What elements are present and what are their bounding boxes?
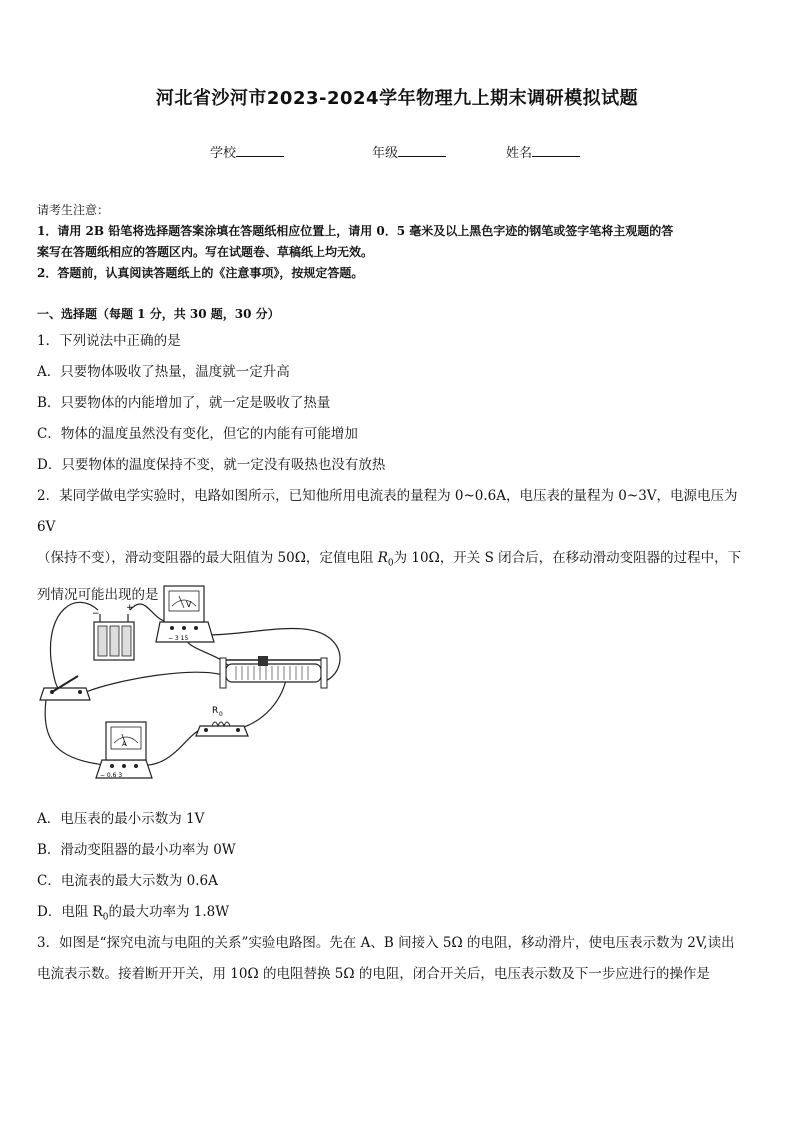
q1-option-d: D．只要物体的温度保持不变，就一定没有吸热也没有放热 <box>37 457 386 473</box>
voltmeter-label: V <box>186 600 192 609</box>
page-title: 河北省沙河市2023-2024学年物理九上期末调研模拟试题 <box>155 88 639 109</box>
question-3-stem <box>37 928 757 990</box>
wire-switch-rheostat <box>86 672 226 692</box>
q1-option-b: B．只要物体的内能增加了，就一定是吸收了热量 <box>37 395 331 411</box>
wire-resistor-rheostat <box>241 680 286 728</box>
ammeter <box>96 722 152 779</box>
q2-option-d-sub: 0 <box>102 912 109 923</box>
voltmeter-terminals: − 3 15 <box>168 635 189 642</box>
q2-stem-line-1: 2．某同学做电学实验时，电路如图所示，已知他所用电流表的量程为 0~0.6A，电压表的量程为 0~3V，电源电压为 6V <box>37 488 738 535</box>
name-field <box>506 142 580 161</box>
wire-battery-switch <box>50 602 98 688</box>
q1-stem: 1．下列说法中正确的是 <box>37 333 181 349</box>
school-field <box>210 142 284 161</box>
grade-blank <box>398 144 446 157</box>
grade-field <box>372 142 446 161</box>
wire-battery-voltmeter <box>130 604 168 622</box>
switch <box>40 676 90 700</box>
name-blank <box>532 144 580 157</box>
q3-stem-line-1: 3．如图是“探究电流与电阻的关系”实验电路图。先在 A、B 间接入 5Ω 的电阻，移动滑片，使电压表示数为 2V,读出 <box>37 935 735 951</box>
q3-stem-line-2: 电流表示数。接着断开开关，用 10Ω 的电阻替换 5Ω 的电阻，闭合开关后，电压表示数及下一步应进行的操作是 <box>37 966 710 982</box>
wire-switch-ammeter <box>45 700 106 765</box>
voltmeter <box>156 586 214 642</box>
ammeter-terminals: − 0.6 3 <box>100 772 123 779</box>
q2-option-b: B．滑动变阻器的最小功率为 0W <box>37 842 236 858</box>
notice-line-1: 1．请用 2B 铅笔将选择题答案涂填在答题纸相应位置上，请用 0．5 毫米及以上黑色字迹的钢笔或签字笔将主观题的答 <box>37 224 674 238</box>
question-2-options <box>37 804 757 934</box>
q2-option-c: C．电流表的最大示数为 0.6A <box>37 873 218 889</box>
q1-option-a: A．只要物体吸收了热量，温度就一定升高 <box>37 364 290 380</box>
q2-r-symbol: R <box>377 550 388 566</box>
q2-option-a: A．电压表的最小示数为 1V <box>37 811 205 827</box>
resistor-label: R <box>212 706 219 716</box>
battery-plus-label: + <box>126 603 134 613</box>
name-label: 姓名 <box>506 146 533 161</box>
ammeter-label: A <box>122 740 127 748</box>
notice-heading: 请考生注意： <box>37 203 110 217</box>
school-label: 学校 <box>210 146 237 161</box>
resistor-r0 <box>196 706 248 736</box>
q2-stem-line-3: 列情况可能出现的是 <box>37 586 159 603</box>
school-blank <box>236 144 284 157</box>
q2-stem-line-2b: 为 10Ω，开关 S 闭合后，在移动滑动变阻器的过程中，下 <box>393 550 742 566</box>
q1-option-c: C．物体的温度虽然没有变化，但它的内能有可能增加 <box>37 426 358 442</box>
notice-line-2: 2．答题前，认真阅读答题纸上的《注意事项》，按规定答题。 <box>37 266 364 280</box>
grade-label: 年级 <box>372 146 399 161</box>
q2-r-subscript: 0 <box>387 558 394 569</box>
rheostat <box>220 656 327 688</box>
question-1 <box>37 326 757 481</box>
circuit-figure <box>36 580 356 785</box>
q2-option-d-post: 的最大功率为 1.8W <box>108 904 230 920</box>
battery-minus-label: − <box>92 609 100 619</box>
resistor-subscript: 0 <box>219 711 223 718</box>
notice-line-1b: 案写在答题纸相应的答题区内。写在试题卷、草稿纸上均无效。 <box>37 245 374 259</box>
q2-option-d-pre: D．电阻 R <box>37 904 103 920</box>
q2-stem-line-2a: （保持不变），滑动变阻器的最大阻值为 50Ω，定值电阻 <box>37 550 378 566</box>
battery <box>92 603 134 660</box>
section-heading: 一、选择题（每题 1 分，共 30 题，30 分） <box>37 307 280 321</box>
q2-stem-line-2 <box>37 543 757 580</box>
